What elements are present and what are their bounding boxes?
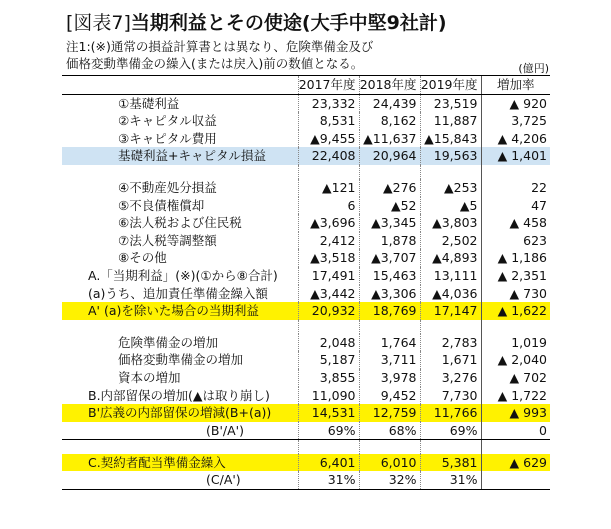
table-row-highlight <box>62 302 550 320</box>
cell: 18,769 <box>359 302 420 320</box>
cell: 12,759 <box>359 404 420 422</box>
table-row <box>62 179 550 197</box>
cell: ▲3,696 <box>298 214 359 232</box>
cell: ▲253 <box>420 179 481 197</box>
cell: ▲3,707 <box>359 249 420 267</box>
cell: 32% <box>359 471 420 489</box>
cell: 3,276 <box>420 369 481 387</box>
row-label: 危険準備金の増加 <box>118 334 219 350</box>
row-label: A.「当期利益」(※)(①から⑧合計) <box>88 267 278 283</box>
row-label: (B'/A') <box>62 422 298 440</box>
cell: 6 <box>298 197 359 215</box>
table-row <box>62 249 550 267</box>
cell: 24,439 <box>359 94 420 112</box>
cell: ▲ 920 <box>481 94 550 112</box>
cell: ▲ 458 <box>481 214 550 232</box>
table-row <box>62 351 550 369</box>
cell: ▲276 <box>359 179 420 197</box>
cell: ▲3,306 <box>359 285 420 303</box>
table-row <box>62 94 550 112</box>
cell: 2,502 <box>420 232 481 250</box>
cell: 1,878 <box>359 232 420 250</box>
col-2017: 2017年度 <box>298 76 359 95</box>
row-label: ⑤不良債権償却 <box>118 197 205 213</box>
table-row <box>62 112 550 130</box>
row-label: ③キャピタル費用 <box>118 130 217 146</box>
row-label: ⑧その他 <box>118 250 167 266</box>
row-label: B'広義の内部留保の増減(B+(a)) <box>62 404 298 422</box>
cell: 15,463 <box>359 267 420 285</box>
cell: 2,783 <box>420 334 481 352</box>
cell: 68% <box>359 422 420 440</box>
table-row <box>62 214 550 232</box>
profit-table <box>62 75 550 490</box>
row-label: (C/A') <box>62 471 298 489</box>
cell: 2,048 <box>298 334 359 352</box>
table-row-highlight <box>62 404 550 422</box>
table-row <box>62 197 550 215</box>
table-row-ratio <box>62 471 550 489</box>
row-label: (a)うち、追加責任準備金繰入額 <box>88 285 268 301</box>
cell: ▲5 <box>420 197 481 215</box>
cell: ▲ 2,040 <box>481 351 550 369</box>
row-label: ④不動産処分損益 <box>118 179 217 195</box>
row-label: 価格変動準備金の増加 <box>118 352 244 368</box>
cell: 8,162 <box>359 112 420 130</box>
row-label: C.契約者配当準備金繰入 <box>62 454 298 472</box>
cell: 69% <box>298 422 359 440</box>
row-label: ②キャピタル収益 <box>118 113 217 129</box>
cell: 2,412 <box>298 232 359 250</box>
row-spacer <box>62 440 550 454</box>
row-label: B.内部留保の増加(▲は取り崩し) <box>88 387 270 403</box>
row-label: ⑥法人税および住民税 <box>118 215 242 231</box>
cell: ▲ 702 <box>481 369 550 387</box>
cell: ▲ 1,622 <box>481 302 550 320</box>
cell: 623 <box>481 232 550 250</box>
cell: 23,519 <box>420 94 481 112</box>
cell: 3,978 <box>359 369 420 387</box>
cell: 11,090 <box>298 387 359 405</box>
cell: 0 <box>481 422 550 440</box>
cell: ▲15,843 <box>420 130 481 148</box>
cell <box>481 471 550 489</box>
unit-label: (億円) <box>518 62 549 75</box>
table-row-highlight <box>62 147 550 165</box>
table-row <box>62 369 550 387</box>
cell: 23,332 <box>298 94 359 112</box>
table-row-highlight <box>62 454 550 472</box>
cell: 31% <box>420 471 481 489</box>
table-row <box>62 334 550 352</box>
col-2019: 2019年度 <box>420 76 481 95</box>
cell: 14,531 <box>298 404 359 422</box>
row-label: ⑦法人税等調整額 <box>118 232 217 248</box>
cell: ▲ 1,186 <box>481 249 550 267</box>
row-label: 資本の増加 <box>118 369 181 385</box>
cell: 5,187 <box>298 351 359 369</box>
cell: 11,766 <box>420 404 481 422</box>
cell: 17,491 <box>298 267 359 285</box>
cell: 22,408 <box>298 147 359 165</box>
cell: 6,401 <box>298 454 359 472</box>
cell: ▲ 4,206 <box>481 130 550 148</box>
row-spacer <box>62 165 550 179</box>
cell: 19,563 <box>420 147 481 165</box>
table-row <box>62 267 550 285</box>
note-line-2: 価格変動準備金の繰入(または戻入)前の数値となる。 <box>66 56 364 71</box>
cell: 3,855 <box>298 369 359 387</box>
cell: 17,147 <box>420 302 481 320</box>
table-row-ratio <box>62 422 550 440</box>
note-line-1: 注1:(※)通常の損益計算書とは異なり、危険準備金及び <box>66 39 374 54</box>
table-row <box>62 387 550 405</box>
cell: ▲3,442 <box>298 285 359 303</box>
header-blank <box>62 76 298 95</box>
cell: ▲ 730 <box>481 285 550 303</box>
cell: ▲ 2,351 <box>481 267 550 285</box>
cell: 6,010 <box>359 454 420 472</box>
cell: 1,764 <box>359 334 420 352</box>
cell: 20,964 <box>359 147 420 165</box>
row-label: ①基礎利益 <box>118 95 180 111</box>
row-spacer <box>62 320 550 334</box>
figure-title <box>66 8 447 35</box>
table-header <box>62 76 550 95</box>
cell: ▲11,637 <box>359 130 420 148</box>
cell: 13,111 <box>420 267 481 285</box>
figure-tag: [図表7] <box>66 12 131 34</box>
cell: 69% <box>420 422 481 440</box>
cell: 8,531 <box>298 112 359 130</box>
col-growth: 増加率 <box>481 76 550 95</box>
cell: ▲ 629 <box>481 454 550 472</box>
cell: ▲3,345 <box>359 214 420 232</box>
cell: 11,887 <box>420 112 481 130</box>
cell: 22 <box>481 179 550 197</box>
table-row <box>62 232 550 250</box>
cell: 20,932 <box>298 302 359 320</box>
cell: ▲ 993 <box>481 404 550 422</box>
cell: 31% <box>298 471 359 489</box>
cell: 3,725 <box>481 112 550 130</box>
cell: 3,711 <box>359 351 420 369</box>
table-row <box>62 285 550 303</box>
cell: ▲3,518 <box>298 249 359 267</box>
cell: 7,730 <box>420 387 481 405</box>
cell: ▲121 <box>298 179 359 197</box>
col-2018: 2018年度 <box>359 76 420 95</box>
cell: 47 <box>481 197 550 215</box>
cell: ▲4,036 <box>420 285 481 303</box>
cell: ▲ 1,401 <box>481 147 550 165</box>
cell: 9,452 <box>359 387 420 405</box>
cell: ▲3,803 <box>420 214 481 232</box>
table-row <box>62 130 550 148</box>
cell: 1,019 <box>481 334 550 352</box>
row-label: 基礎利益+キャピタル損益 <box>62 147 298 165</box>
cell: ▲ 1,722 <box>481 387 550 405</box>
figure-title-text: 当期利益とその使途(大手中堅9社計) <box>130 12 447 34</box>
cell: ▲9,455 <box>298 130 359 148</box>
cell: ▲4,893 <box>420 249 481 267</box>
cell: ▲52 <box>359 197 420 215</box>
row-label: A' (a)を除いた場合の当期利益 <box>62 302 298 320</box>
cell: 5,381 <box>420 454 481 472</box>
cell: 1,671 <box>420 351 481 369</box>
